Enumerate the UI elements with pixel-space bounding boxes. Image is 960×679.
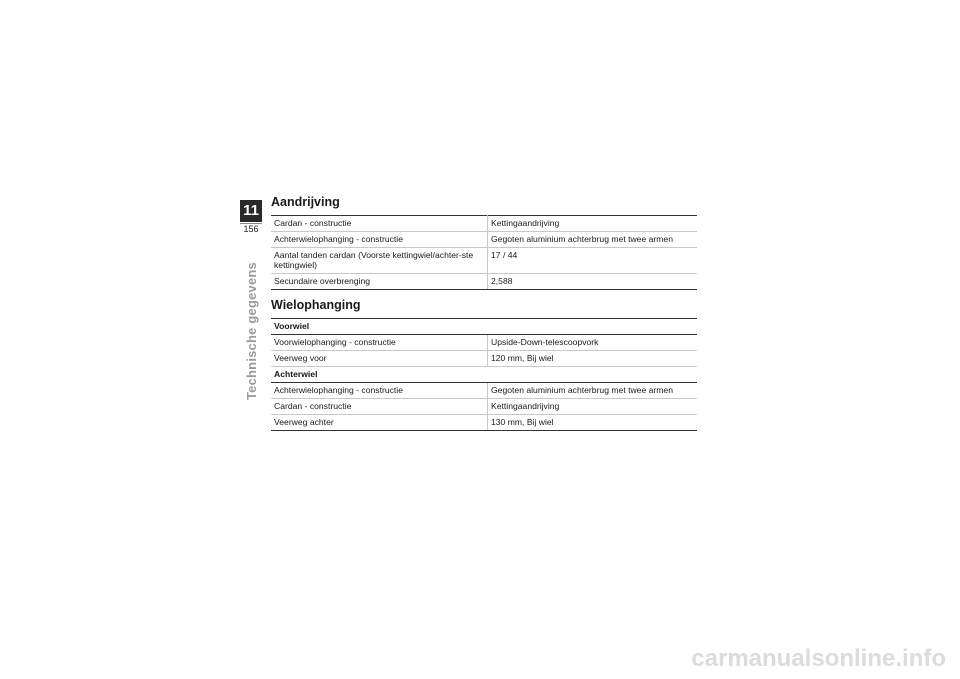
spec-value: Gegoten aluminium achterbrug met twee armen (488, 232, 698, 248)
chapter-title: Technische gegevens (244, 262, 259, 400)
spec-content (271, 195, 697, 431)
spec-table-aandrijving (271, 215, 697, 290)
table-row (271, 216, 697, 232)
table-row (271, 335, 697, 351)
spec-label: Voorwielophanging - constructie (271, 335, 488, 351)
table-subheading-row (271, 367, 697, 383)
spec-label: Veerweg voor (271, 351, 488, 367)
spec-value: 130 mm, Bij wiel (488, 415, 698, 431)
spec-label: Achterwielophanging - constructie (271, 383, 488, 399)
table-row (271, 248, 697, 274)
spec-value: Kettingaandrijving (488, 216, 698, 232)
section-aandrijving (271, 195, 697, 290)
spec-value: Upside-Down-telescoopvork (488, 335, 698, 351)
section-title: Aandrijving (271, 195, 340, 209)
chapter-tab (240, 200, 262, 235)
table-row (271, 415, 697, 431)
table-row (271, 399, 697, 415)
section-title: Wielophanging (271, 298, 361, 312)
table-row (271, 383, 697, 399)
spec-label: Achterwielophanging - constructie (271, 232, 488, 248)
table-subheading: Voorwiel (271, 319, 697, 335)
table-subheading: Achterwiel (271, 367, 697, 383)
spec-label: Aantal tanden cardan (Voorste kettingwiel/achter-ste kettingwiel) (271, 248, 488, 274)
page-number: 156 (240, 223, 262, 235)
table-row (271, 232, 697, 248)
table-subheading-row (271, 319, 697, 335)
spec-table-wielophanging (271, 318, 697, 431)
chapter-number: 11 (240, 200, 262, 222)
spec-label: Cardan - constructie (271, 216, 488, 232)
spec-label: Secundaire overbrenging (271, 274, 488, 290)
table-row (271, 351, 697, 367)
spec-label: Veerweg achter (271, 415, 488, 431)
spec-value: 120 mm, Bij wiel (488, 351, 698, 367)
spec-label: Cardan - constructie (271, 399, 488, 415)
watermark: carmanualsonline.info (691, 645, 946, 672)
spec-value: Gegoten aluminium achterbrug met twee armen (488, 383, 698, 399)
spec-value: Kettingaandrijving (488, 399, 698, 415)
spec-value: 2,588 (488, 274, 698, 290)
table-row (271, 274, 697, 290)
spec-value: 17 / 44 (488, 248, 698, 274)
section-wielophanging (271, 298, 697, 431)
